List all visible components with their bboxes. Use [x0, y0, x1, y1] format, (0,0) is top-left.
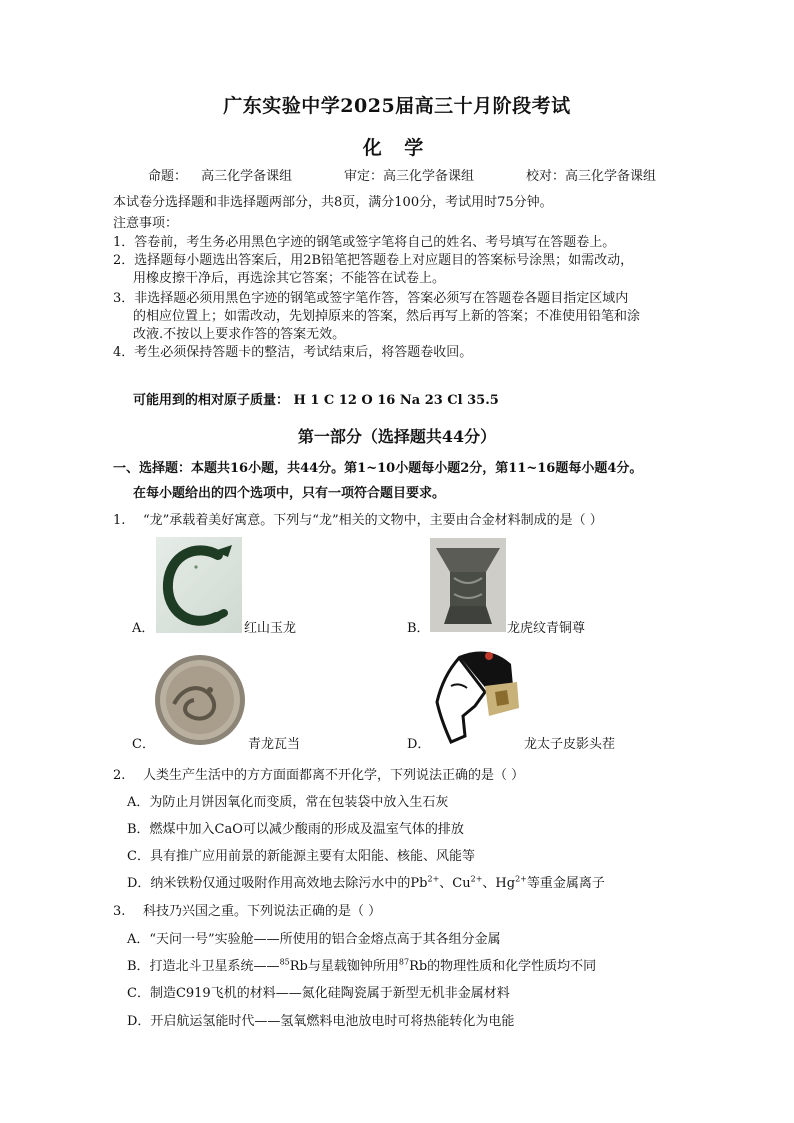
exam-title: 广东实验中学2025届高三十月阶段考试: [223, 95, 571, 117]
roof-tile-image: [154, 654, 246, 746]
section1-line1: 一、选择题：本题共16小题，共44分。第1~10小题每小题2分，第11~16题每小题4分。: [113, 461, 643, 476]
q2-option-c: C．具有推广应用前景的新能源主要有太阳能、核能、风能等: [127, 849, 475, 864]
q3-b-mid: Rb与星载铷钟所用: [289, 959, 399, 974]
q1-option-a-letter: A．: [132, 621, 155, 636]
q3-stem: 科技乃兴国之重。下列说法正确的是（ ）: [143, 904, 382, 919]
reviewer-value: 高三化学备课组: [383, 169, 475, 184]
q1-stem: “龙”承载着美好寓意。下列与“龙”相关的文物中，主要由合金材料制成的是（ ）: [143, 513, 603, 528]
q2-number: 2.: [113, 768, 126, 783]
q1-option-c-label: 青龙瓦当: [248, 737, 301, 752]
q2-option-b: B．燃煤中加入CaO可以减少酸雨的形成及温室气体的排放: [127, 822, 464, 837]
author-value: 高三化学备课组: [201, 169, 293, 184]
q2-stem: 人类生产生活中的方方面面都离不开化学，下列说法正确的是（ ）: [143, 768, 525, 783]
q3-option-a: A．“天问一号”实验舱——所使用的铝合金熔点高于其各组分金属: [127, 932, 501, 947]
q3-b-prefix: B．打造北斗卫星系统——: [127, 959, 280, 974]
proof-value: 高三化学备课组: [565, 169, 657, 184]
q1-option-a-label: 红山玉龙: [244, 621, 297, 636]
shadow-puppet-image: [429, 646, 524, 746]
q3-option-b: [127, 958, 596, 976]
credits-reviewer: [344, 168, 474, 186]
hg-charge: 2+: [515, 874, 527, 884]
q1-option-b-label: 龙虎纹青铜尊: [507, 621, 586, 636]
reviewer-label: 审定：: [344, 169, 384, 184]
part1-heading: 第一部分（选择题共44分）: [297, 427, 497, 446]
q1-option-d-label: 龙太子皮影头茬: [524, 737, 616, 752]
q1-option-b-letter: B．: [407, 621, 430, 636]
credits-author: [148, 168, 292, 186]
note-2: 2．选择题每小题选出答案后，用2B铅笔把答题卷上对应题目的答案标号涂黑；如需改动，: [113, 253, 634, 268]
q1-number: 1.: [113, 513, 126, 528]
jade-dragon-image: [156, 537, 242, 633]
q1-option-d-letter: D．: [407, 737, 431, 752]
cu-charge: 2+: [470, 874, 483, 884]
note-2-cont: 用橡皮擦干净后，再选涂其它答案；不能答在试卷上。: [133, 271, 446, 286]
exam-intro: 本试卷分选择题和非选择题两部分，共8页，满分100分，考试用时75分钟。: [113, 195, 553, 210]
atomic-masses: 可能用到的相对原子质量： H 1 C 12 O 16 Na 23 Cl 35.5: [133, 393, 499, 408]
rb85-mass: 85: [279, 957, 290, 967]
q2-d-sep1: 、Cu: [439, 876, 471, 891]
note-4: 4．考生必须保持答题卡的整洁，考试结束后，将答题卷收回。: [113, 345, 473, 360]
q2-d-prefix: D．纳米铁粉仅通过吸附作用高效地去除污水中的Pb: [127, 876, 428, 891]
note-3-cont1: 的相应位置上；如需改动，先划掉原来的答案，然后再写上新的答案；不准使用铅笔和涂: [133, 309, 641, 324]
notes-title: 注意事项：: [113, 216, 179, 231]
author-label: 命题：: [148, 169, 188, 184]
section1-line2: 在每小题给出的四个选项中，只有一项符合题目要求。: [133, 486, 446, 501]
note-1: 1．答卷前，考生务必用黑色字迹的钢笔或签字笔将自己的姓名、考号填写在答题卷上。: [113, 235, 616, 250]
q1-option-c-letter: C．: [132, 737, 155, 752]
note-3: 3．非选择题必须用黑色字迹的钢笔或签字笔作答，答案必须写在答题卷各题目指定区域内: [113, 291, 629, 306]
pb-charge: 2+: [427, 874, 440, 884]
q2-d-suffix: 等重金属离子: [526, 876, 605, 891]
q3-option-c: C．制造C919飞机的材料——氮化硅陶瓷属于新型无机非金属材料: [127, 986, 510, 1001]
q3-b-suffix: Rb的物理性质和化学性质均不同: [409, 959, 597, 974]
q3-option-d: D．开启航运氢能时代——氢氧燃料电池放电时可将热能转化为电能: [127, 1014, 515, 1029]
q2-option-a: A．为防止月饼因氧化而变质，常在包装袋中放入生石灰: [127, 795, 449, 810]
q3-number: 3.: [113, 904, 126, 919]
bronze-zun-image: [430, 538, 506, 632]
proof-label: 校对：: [526, 169, 566, 184]
credits-proof: [526, 168, 656, 186]
subject-title: 化 学: [362, 137, 432, 159]
rb87-mass: 87: [398, 957, 410, 967]
q2-option-d: [127, 875, 605, 893]
note-3-cont2: 改液.不按以上要求作答的答案无效。: [133, 327, 346, 342]
q2-d-sep2: 、Hg: [482, 876, 516, 891]
